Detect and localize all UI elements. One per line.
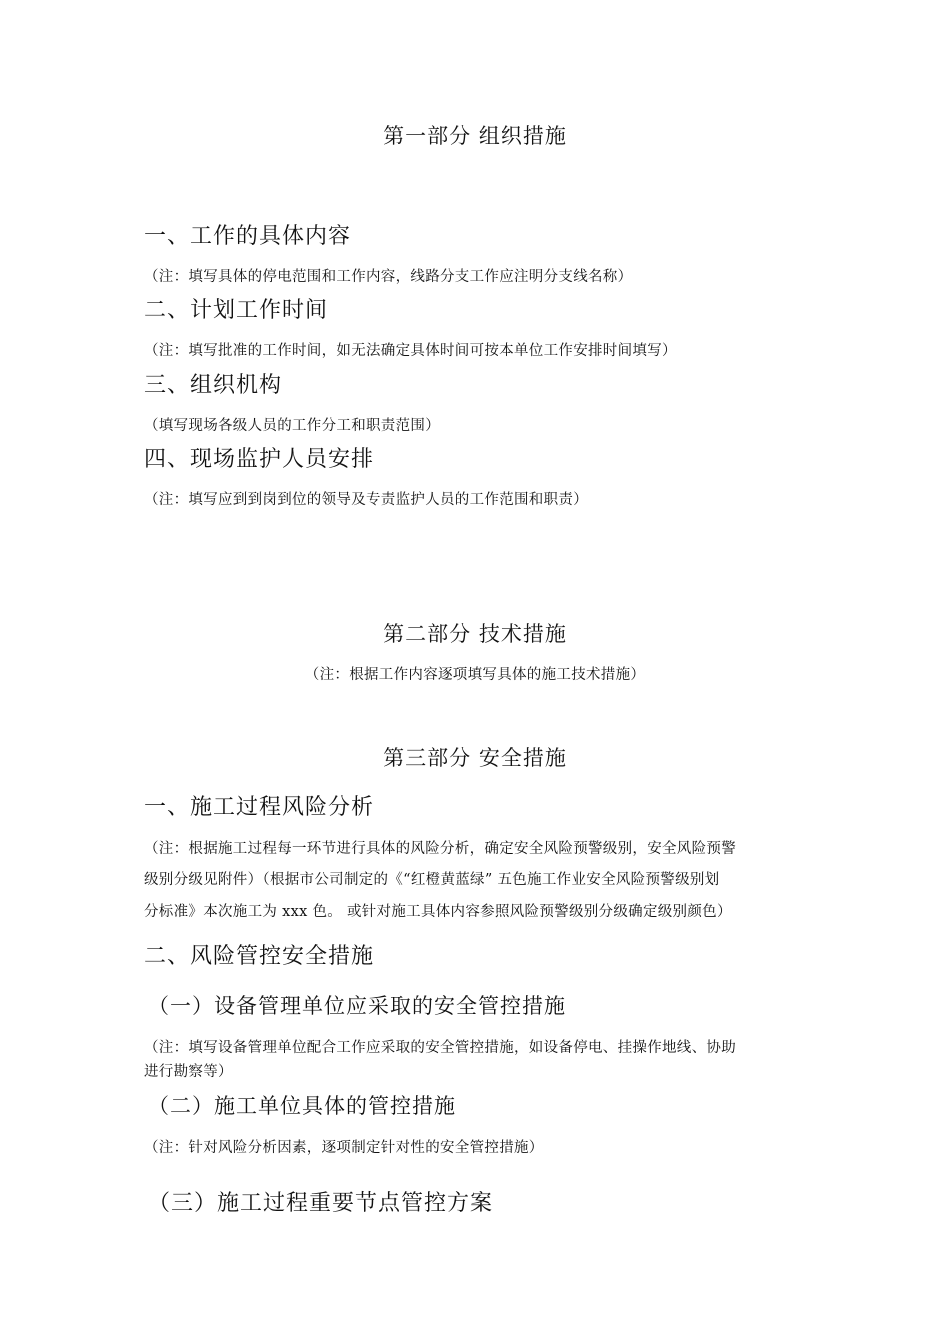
- equipment-unit-note-line-2: 进行勘察等）: [144, 1064, 233, 1080]
- subsection-heading-construction-unit: （二）施工单位具体的管控措施: [148, 1094, 456, 1118]
- section-note-work-content: （注：填写具体的停电范围和工作内容，线路分支工作应注明分支线名称）: [144, 269, 633, 285]
- part2-title: 第二部分 技术措施: [383, 622, 567, 646]
- section-heading-risk-analysis: 一、施工过程风险分析: [144, 795, 375, 820]
- section-heading-supervision: 四、现场监护人员安排: [144, 447, 375, 472]
- section-heading-work-content: 一、工作的具体内容: [144, 224, 352, 249]
- subsection-heading-key-nodes: （三）施工过程重要节点管控方案: [148, 1191, 494, 1216]
- section-heading-risk-control: 二、风险管控安全措施: [144, 944, 375, 969]
- risk-analysis-note-line-1: （注：根据施工过程每一环节进行具体的风险分析，确定安全风险预警级别，安全风险预警: [144, 841, 736, 857]
- section-heading-organization: 三、组织机构: [144, 373, 283, 398]
- construction-unit-note: （注：针对风险分析因素，逐项制定针对性的安全管控措施）: [144, 1140, 544, 1156]
- risk-analysis-note-line-2: 级别分级见附件）（根据市公司制定的《“红橙黄蓝绿” 五色施工作业安全风险预警级别划: [144, 872, 720, 888]
- section-note-organization: （填写现场各级人员的工作分工和职责范围）: [144, 418, 440, 434]
- equipment-unit-note-line-1: （注：填写设备管理单位配合工作应采取的安全管控措施，如设备停电、挂操作地线、协助: [144, 1040, 736, 1056]
- part3-title: 第三部分 安全措施: [383, 746, 567, 770]
- subsection-heading-equipment-unit: （一）设备管理单位应采取的安全管控措施: [148, 994, 566, 1018]
- section-note-supervision: （注：填写应到到岗到位的领导及专责监护人员的工作范围和职责）: [144, 492, 588, 508]
- risk-analysis-note-line-3: 分标准》本次施工为 xxx 色。 或针对施工具体内容参照风险预警级别分级确定级别颜色）: [144, 904, 732, 920]
- part1-title: 第一部分 组织措施: [383, 124, 567, 148]
- section-note-work-time: （注：填写批准的工作时间，如无法确定具体时间可按本单位工作安排时间填写）: [144, 343, 677, 359]
- section-heading-work-time: 二、计划工作时间: [144, 298, 329, 323]
- part2-note: （注：根据工作内容逐项填写具体的施工技术措施）: [304, 667, 646, 683]
